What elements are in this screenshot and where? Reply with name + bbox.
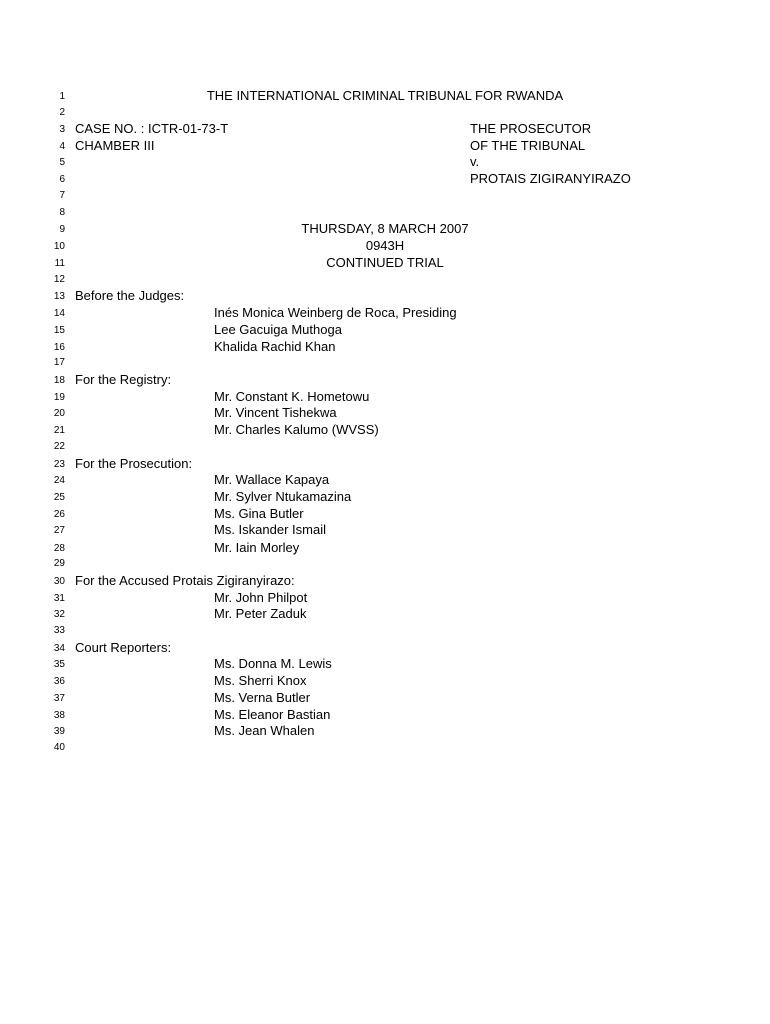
line-number: 24 bbox=[53, 475, 65, 486]
party-accused: PROTAIS ZIGIRANYIRAZO bbox=[470, 171, 631, 186]
transcript-line bbox=[0, 404, 770, 421]
party-prosecutor: THE PROSECUTOR bbox=[470, 121, 592, 136]
line-number: 22 bbox=[53, 441, 65, 452]
line-number: 17 bbox=[53, 357, 65, 368]
line-number: 8 bbox=[59, 207, 65, 218]
transcript-line bbox=[0, 521, 770, 538]
transcript-line bbox=[0, 672, 770, 689]
transcript-line bbox=[0, 388, 770, 405]
transcript-line bbox=[0, 170, 770, 187]
registry-name: Mr. Vincent Tishekwa bbox=[214, 405, 337, 420]
transcript-line bbox=[0, 203, 770, 220]
transcript-line bbox=[0, 186, 770, 203]
transcript-line bbox=[0, 437, 770, 454]
transcript-line bbox=[0, 220, 770, 237]
reporter-name: Ms. Jean Whalen bbox=[214, 723, 315, 738]
line-number: 3 bbox=[59, 124, 65, 135]
judge-name: Inés Monica Weinberg de Roca, Presiding bbox=[214, 305, 457, 320]
line-number: 20 bbox=[53, 408, 65, 419]
line-number: 6 bbox=[59, 174, 65, 185]
reporter-name: Ms. Verna Butler bbox=[214, 690, 311, 705]
line-number: 13 bbox=[53, 291, 65, 302]
line-number: 12 bbox=[53, 274, 65, 285]
registry-heading: For the Registry: bbox=[75, 372, 172, 387]
transcript-line bbox=[0, 120, 770, 137]
transcript-line bbox=[0, 621, 770, 638]
transcript-line bbox=[0, 321, 770, 338]
transcript-line bbox=[0, 455, 770, 472]
defence-heading: For the Accused Protais Zigiranyirazo: bbox=[75, 573, 295, 588]
line-number: 11 bbox=[54, 258, 65, 269]
registry-name: Mr. Constant K. Hometowu bbox=[214, 389, 370, 404]
line-number: 37 bbox=[53, 693, 65, 704]
reporter-name: Ms. Eleanor Bastian bbox=[214, 707, 331, 722]
line-number: 5 bbox=[59, 157, 65, 168]
prosecution-heading: For the Prosecution: bbox=[75, 456, 193, 471]
hearing-date: THURSDAY, 8 MARCH 2007 bbox=[301, 221, 469, 236]
line-number: 34 bbox=[53, 643, 65, 654]
registry-name: Mr. Charles Kalumo (WVSS) bbox=[214, 422, 379, 437]
defence-name: Mr. John Philpot bbox=[214, 590, 308, 605]
line-number: 1 bbox=[59, 91, 65, 102]
judge-name: Khalida Rachid Khan bbox=[214, 339, 336, 354]
transcript-line bbox=[0, 153, 770, 170]
line-number: 23 bbox=[53, 459, 65, 470]
prosecution-name: Ms. Gina Butler bbox=[214, 506, 304, 521]
transcript-line bbox=[0, 421, 770, 438]
line-number: 25 bbox=[53, 492, 65, 503]
line-number: 36 bbox=[53, 676, 65, 687]
judge-name: Lee Gacuiga Muthoga bbox=[214, 322, 342, 337]
reporter-name: Ms. Sherri Knox bbox=[214, 673, 307, 688]
judges-heading: Before the Judges: bbox=[75, 288, 185, 303]
transcript-line bbox=[0, 605, 770, 622]
transcript-line bbox=[0, 689, 770, 706]
prosecution-name: Mr. Wallace Kapaya bbox=[214, 472, 330, 487]
transcript-line bbox=[0, 237, 770, 254]
line-number: 35 bbox=[53, 659, 65, 670]
line-number: 15 bbox=[53, 325, 65, 336]
line-number: 27 bbox=[53, 525, 65, 536]
line-number: 2 bbox=[59, 107, 65, 118]
line-number: 21 bbox=[53, 425, 65, 436]
party-of-tribunal: OF THE TRIBUNAL bbox=[470, 138, 586, 153]
line-number: 39 bbox=[53, 726, 65, 737]
transcript-line bbox=[0, 304, 770, 321]
transcript-line bbox=[0, 722, 770, 739]
transcript-line bbox=[0, 270, 770, 287]
reporters-heading: Court Reporters: bbox=[75, 640, 172, 655]
session-type: CONTINUED TRIAL bbox=[326, 255, 444, 270]
line-number: 16 bbox=[53, 342, 65, 353]
transcript-line bbox=[0, 137, 770, 154]
line-number: 40 bbox=[53, 742, 65, 753]
party-versus: v. bbox=[470, 154, 480, 169]
chamber: CHAMBER III bbox=[75, 138, 155, 153]
tribunal-title: THE INTERNATIONAL CRIMINAL TRIBUNAL FOR RWANDA bbox=[206, 88, 564, 103]
transcript-line bbox=[0, 87, 770, 104]
line-number: 38 bbox=[53, 710, 65, 721]
transcript-line bbox=[0, 706, 770, 723]
line-number: 14 bbox=[53, 308, 65, 319]
transcript-line bbox=[0, 554, 770, 571]
line-number: 18 bbox=[53, 375, 65, 386]
transcript-line bbox=[0, 572, 770, 589]
transcript-line bbox=[0, 103, 770, 120]
transcript-line bbox=[0, 371, 770, 388]
transcript-line bbox=[0, 738, 770, 755]
line-number: 4 bbox=[59, 141, 65, 152]
line-number: 7 bbox=[59, 190, 65, 201]
transcript-line bbox=[0, 471, 770, 488]
transcript-line bbox=[0, 287, 770, 304]
line-number: 19 bbox=[53, 392, 65, 403]
transcript-line bbox=[0, 353, 770, 370]
prosecution-name: Mr. Iain Morley bbox=[214, 540, 300, 555]
transcript-line bbox=[0, 639, 770, 656]
line-number: 29 bbox=[53, 558, 65, 569]
line-number: 28 bbox=[53, 543, 65, 554]
line-number: 10 bbox=[53, 241, 65, 252]
transcript-line bbox=[0, 655, 770, 672]
defence-name: Mr. Peter Zaduk bbox=[214, 606, 307, 621]
prosecution-name: Ms. Iskander Ismail bbox=[214, 522, 326, 537]
transcript-line bbox=[0, 254, 770, 271]
line-number: 9 bbox=[59, 224, 65, 235]
line-number: 26 bbox=[53, 509, 65, 520]
hearing-time: 0943H bbox=[365, 238, 405, 253]
reporter-name: Ms. Donna M. Lewis bbox=[214, 656, 332, 671]
prosecution-name: Mr. Sylver Ntukamazina bbox=[214, 489, 352, 504]
line-number: 30 bbox=[53, 576, 65, 587]
case-number: CASE NO. : ICTR-01-73-T bbox=[75, 121, 229, 136]
transcript-line bbox=[0, 589, 770, 606]
line-number: 31 bbox=[53, 593, 65, 604]
transcript-line bbox=[0, 488, 770, 505]
line-number: 32 bbox=[53, 609, 65, 620]
line-number: 33 bbox=[53, 625, 65, 636]
transcript-line bbox=[0, 505, 770, 522]
